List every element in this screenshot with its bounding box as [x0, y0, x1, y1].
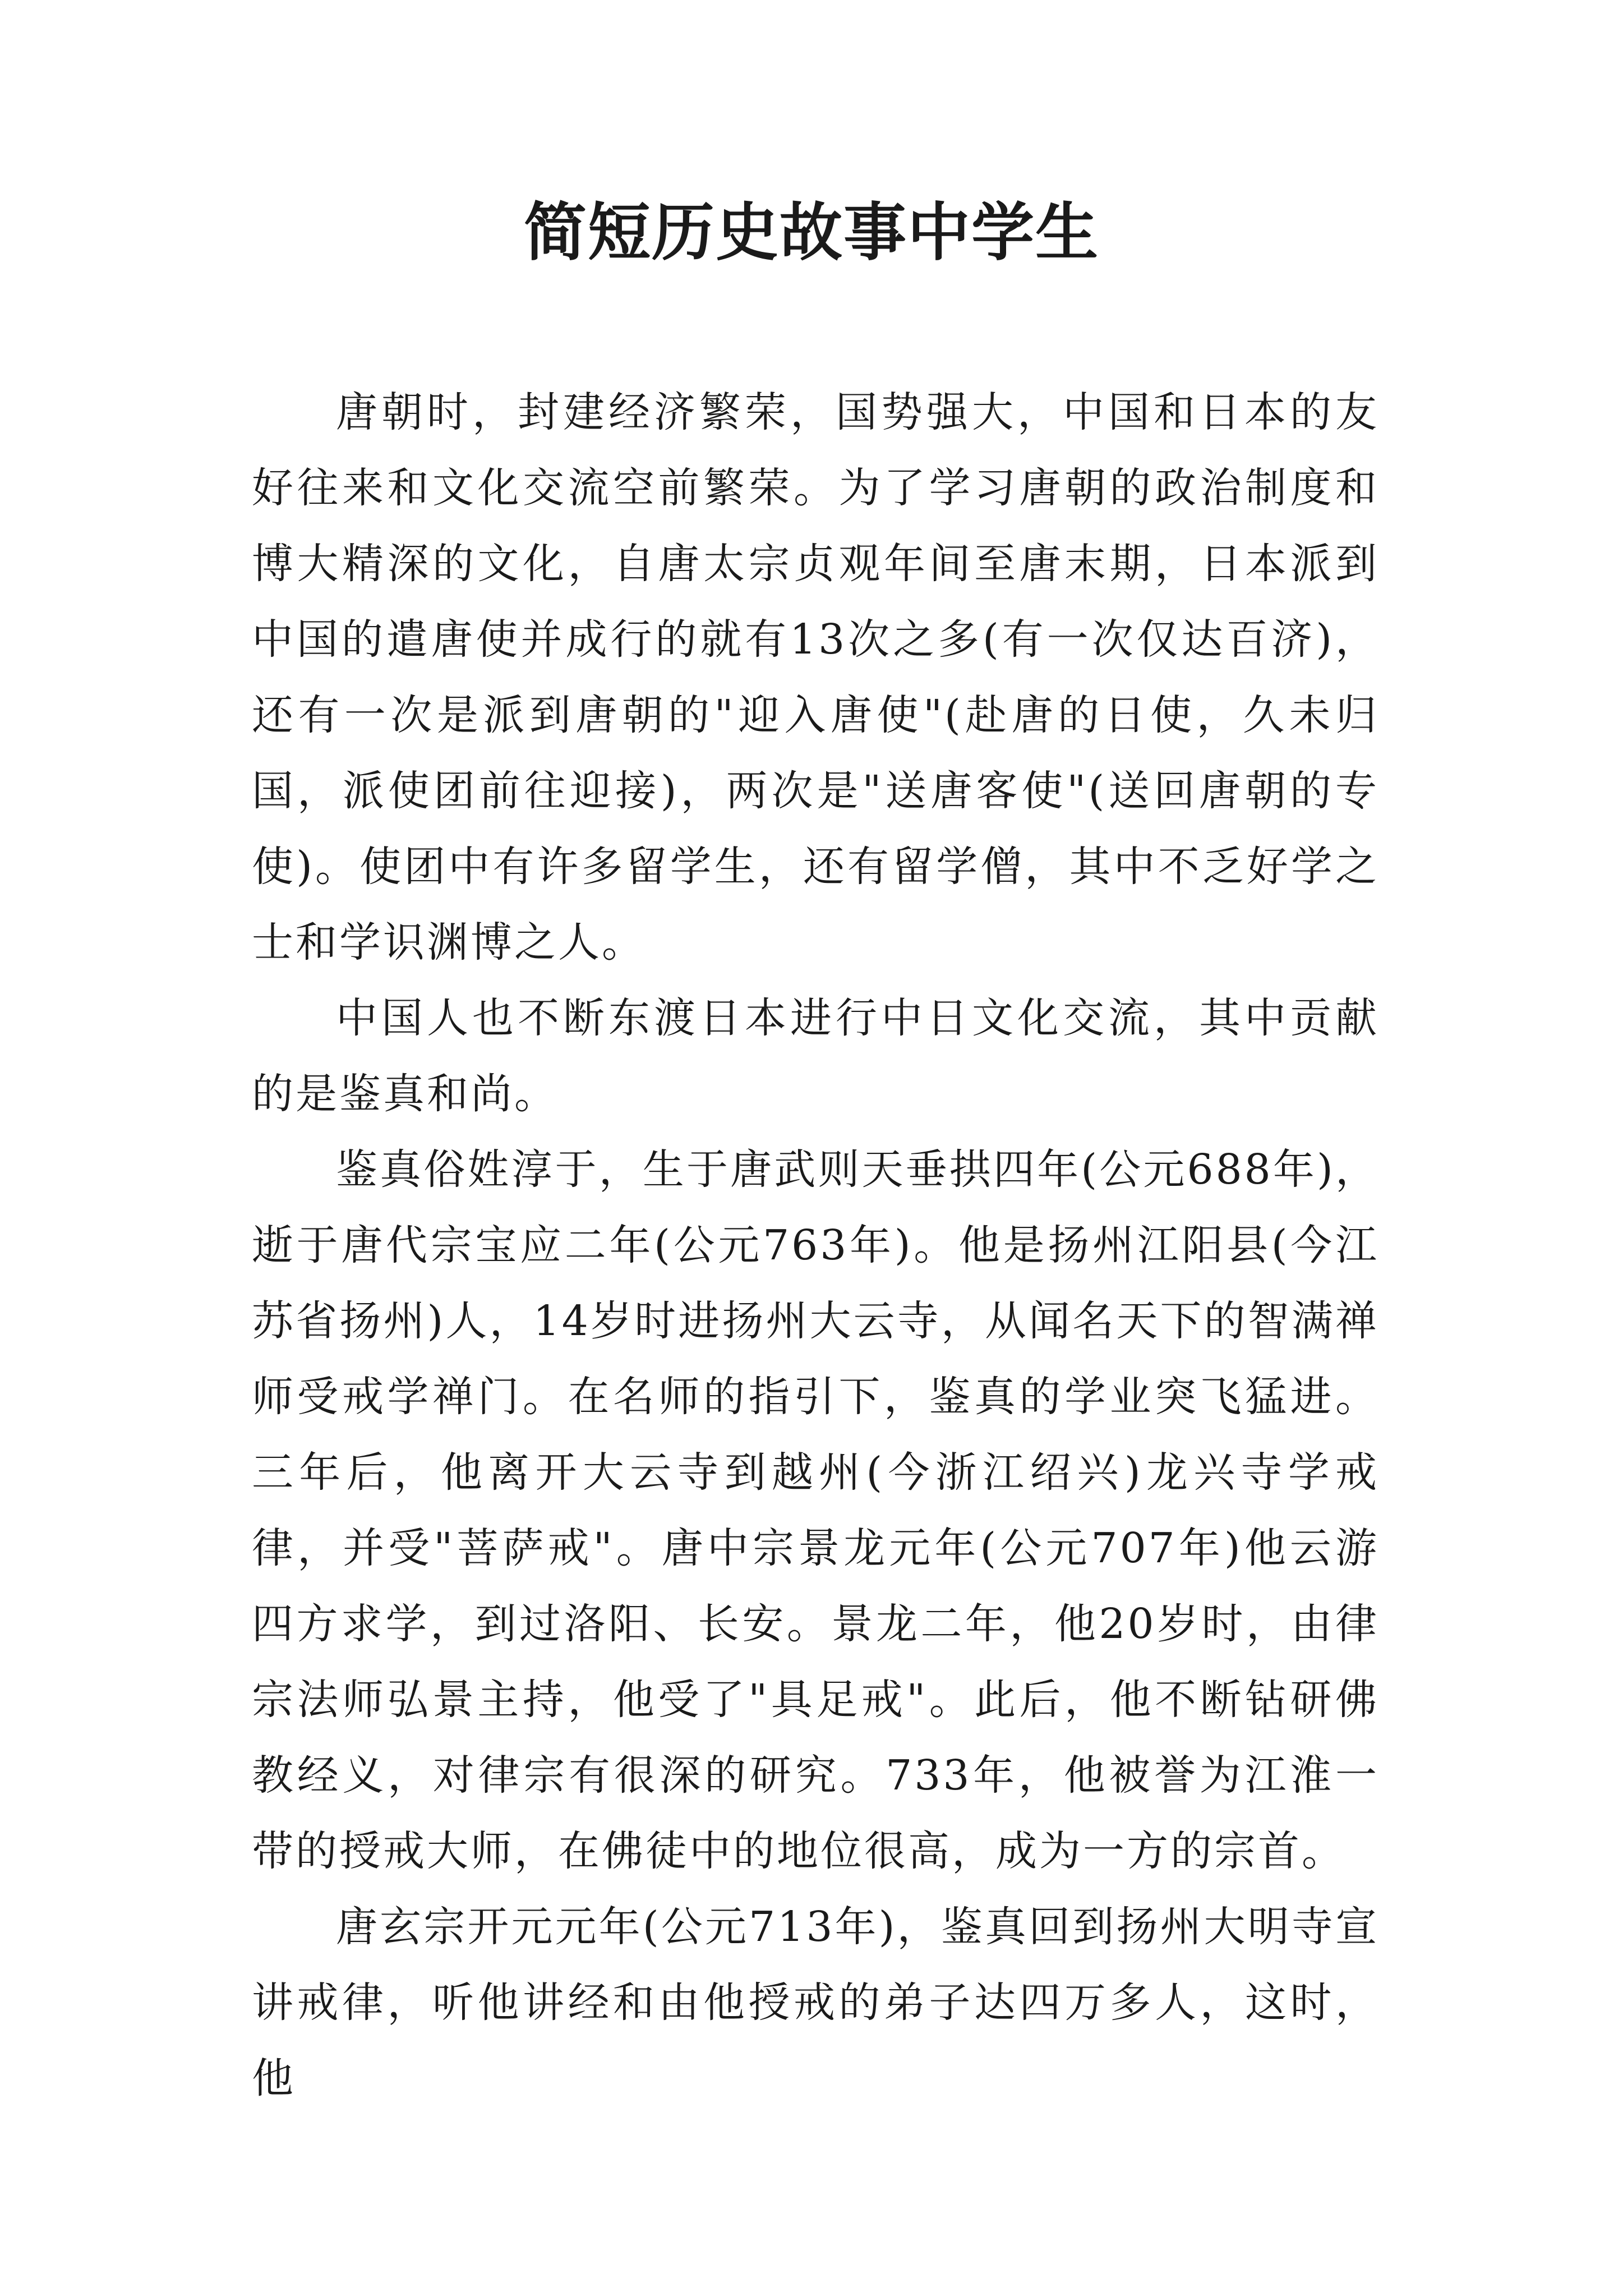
document-title: 简短历史故事中学生 — [524, 196, 1099, 269]
paragraph: 鉴真俗姓淳于，生于唐武则天垂拱四年(公元688年)，逝于唐代宗宝应二年(公元763年)。他是扬州江阳县(今江苏省扬州)人，14岁时进扬州大云寺，从闻名天下的智满禅师受戒学禅门。在名师的指引下，鉴真的学业突飞猛进。三年后，他离开大云寺到越州(今浙江绍兴)龙兴寺学戒律，并受"菩萨戒"。唐中宗景龙元年(公元707年)他云游四方求学，到过洛阳、长安。景龙二年，他20岁时，由律宗法师弘景主持，他受了"具足戒"。此后，他不断钻研佛教经义，对律宗有很深的研究。733年，他被誉为江淮一带的授戒大师，在佛徒中的地位很高，成为一方的宗首。 — [252, 1145, 1379, 1875]
paragraph: 唐玄宗开元元年(公元713年)，鉴真回到扬州大明寺宣讲戒律，听他讲经和由他授戒的弟子达四万多人，这时，他 — [252, 1903, 1379, 2102]
document-body — [252, 375, 1379, 2116]
paragraph: 唐朝时，封建经济繁荣，国势强大，中国和日本的友好往来和文化交流空前繁荣。为了学习唐朝的政治制度和博大精深的文化，自唐太宗贞观年间至唐末期，日本派到中国的遣唐使并成行的就有13次之多(有一次仅达百济)，还有一次是派到唐朝的"迎入唐使"(赴唐的日使，久未归国，派使团前往迎接)，两次是"送唐客使"(送回唐朝的专使)。使团中有许多留学生，还有留学僧，其中不乏好学之士和学识渊博之人。 — [252, 388, 1379, 967]
paragraph: 中国人也不断东渡日本进行中日文化交流，其中贡献的是鉴真和尚。 — [252, 994, 1379, 1118]
